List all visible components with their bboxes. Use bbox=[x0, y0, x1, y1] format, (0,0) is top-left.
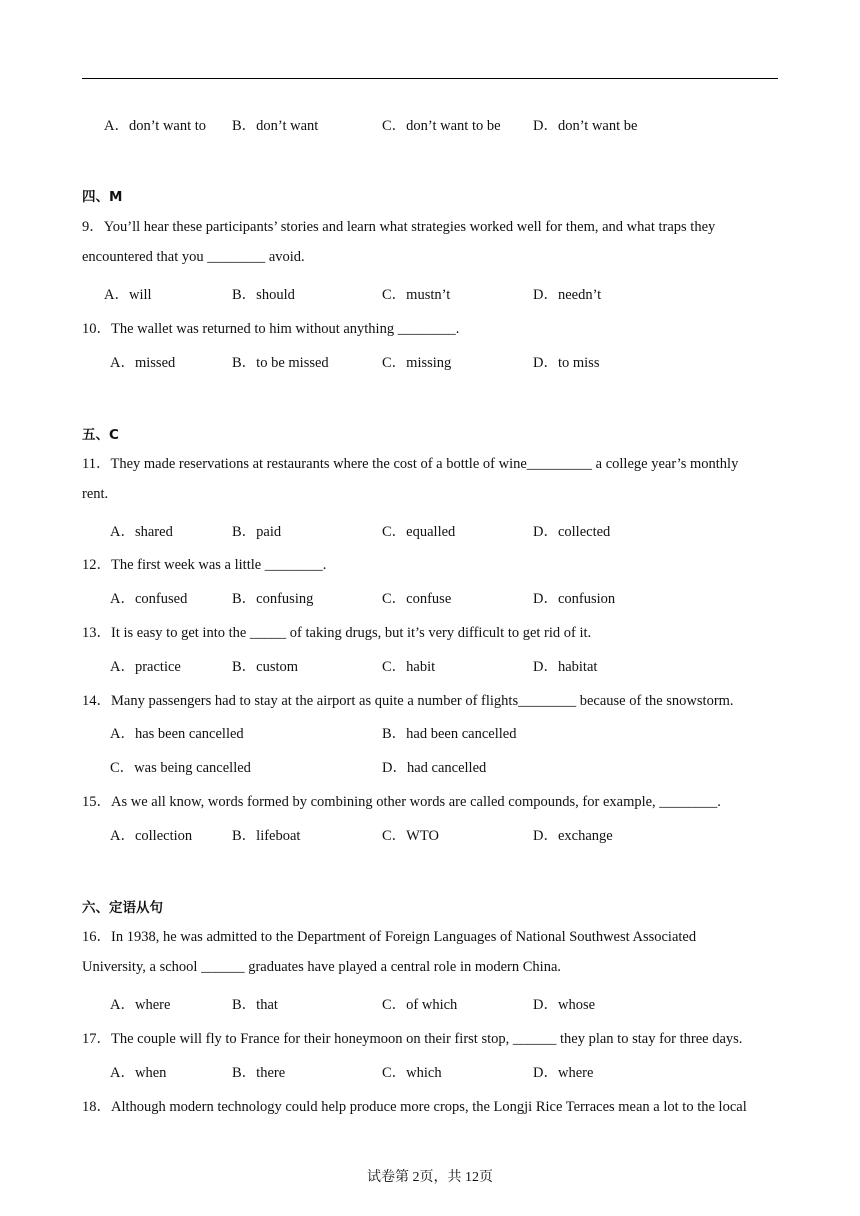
q9-option-a: A．will bbox=[104, 287, 152, 303]
q12-text: 12．The first week was a little ________. bbox=[82, 557, 327, 573]
q12-option-d: D．confusion bbox=[533, 591, 616, 607]
q8-option-d: D．don’t want be bbox=[533, 118, 638, 134]
section-heading-4: 四、M bbox=[82, 189, 123, 205]
q9-text-line1: 9．You’ll hear these participants’ stories and learn what strategies worked well for them, and what traps they bbox=[82, 219, 716, 235]
q16-option-d: D．whose bbox=[533, 997, 596, 1013]
q17-option-c: C．which bbox=[382, 1065, 442, 1081]
q15-option-a: A．collection bbox=[110, 828, 193, 844]
q14-text: 14．Many passengers had to stay at the airport as quite a number of flights________ because of the snowstorm. bbox=[82, 693, 734, 709]
q9-option-d: D．needn’t bbox=[533, 287, 602, 303]
header-rule bbox=[82, 78, 778, 79]
q9-option-c: C．mustn’t bbox=[382, 287, 451, 303]
q10-option-a: A．missed bbox=[110, 355, 176, 371]
q15-text: 15．As we all know, words formed by combining other words are called compounds, for example, ________. bbox=[82, 794, 721, 810]
section-heading-5: 五、C bbox=[82, 427, 119, 443]
q16-option-c: C．of which bbox=[382, 997, 458, 1013]
q9-option-b: B．should bbox=[232, 287, 295, 303]
q15-option-d: D．exchange bbox=[533, 828, 613, 844]
q14-option-a: A．has been cancelled bbox=[110, 726, 244, 742]
q11-text-line1: 11．They made reservations at restaurants where the cost of a bottle of wine_________ a college year’s monthly bbox=[82, 456, 739, 472]
q11-option-d: D．collected bbox=[533, 524, 611, 540]
q11-option-b: B．paid bbox=[232, 524, 282, 540]
q15-option-b: B．lifeboat bbox=[232, 828, 301, 844]
page-footer: 试卷第 2页，共 12页 bbox=[367, 1170, 493, 1185]
section-heading-6: 六、定语从句 bbox=[82, 900, 163, 916]
q17-option-b: B．there bbox=[232, 1065, 286, 1081]
q11-text-line2: rent. bbox=[82, 486, 109, 502]
q17-option-d: D．where bbox=[533, 1065, 594, 1081]
q12-option-b: B．confusing bbox=[232, 591, 314, 607]
q9-text-line2: encountered that you ________ avoid. bbox=[82, 249, 305, 265]
q13-option-a: A．practice bbox=[110, 659, 181, 675]
q14-option-c: C．was being cancelled bbox=[110, 760, 251, 776]
q10-option-b: B．to be missed bbox=[232, 355, 329, 371]
q13-option-c: C．habit bbox=[382, 659, 436, 675]
q14-option-b: B．had been cancelled bbox=[382, 726, 517, 742]
q16-text-line1: 16．In 1938, he was admitted to the Department of Foreign Languages of National Southwest Associated bbox=[82, 929, 697, 945]
q10-option-c: C．missing bbox=[382, 355, 452, 371]
q16-text-line2: University, a school ______ graduates have played a central role in modern China. bbox=[82, 959, 562, 975]
q13-text: 13．It is easy to get into the _____ of taking drugs, but it’s very difficult to get rid of it. bbox=[82, 625, 592, 641]
q14-option-d: D．had cancelled bbox=[382, 760, 487, 776]
q10-option-d: D．to miss bbox=[533, 355, 600, 371]
q11-option-a: A．shared bbox=[110, 524, 173, 540]
q12-option-a: A．confused bbox=[110, 591, 188, 607]
q8-option-a: A．don’t want to bbox=[104, 118, 207, 134]
q11-option-c: C．equalled bbox=[382, 524, 456, 540]
q13-option-b: B．custom bbox=[232, 659, 299, 675]
q16-option-a: A．where bbox=[110, 997, 171, 1013]
q17-text: 17．The couple will fly to France for their honeymoon on their first stop, ______ they plan to stay for three days. bbox=[82, 1031, 743, 1047]
q10-text: 10．The wallet was returned to him without anything ________. bbox=[82, 321, 460, 337]
q17-option-a: A．when bbox=[110, 1065, 167, 1081]
q12-option-c: C．confuse bbox=[382, 591, 452, 607]
q8-option-c: C．don’t want to be bbox=[382, 118, 501, 134]
q13-option-d: D．habitat bbox=[533, 659, 598, 675]
q18-text: 18．Although modern technology could help produce more crops, the Longji Rice Terraces mean a lot to the local bbox=[82, 1099, 747, 1115]
q15-option-c: C．WTO bbox=[382, 828, 439, 844]
q8-option-b: B．don’t want bbox=[232, 118, 319, 134]
q16-option-b: B．that bbox=[232, 997, 278, 1013]
